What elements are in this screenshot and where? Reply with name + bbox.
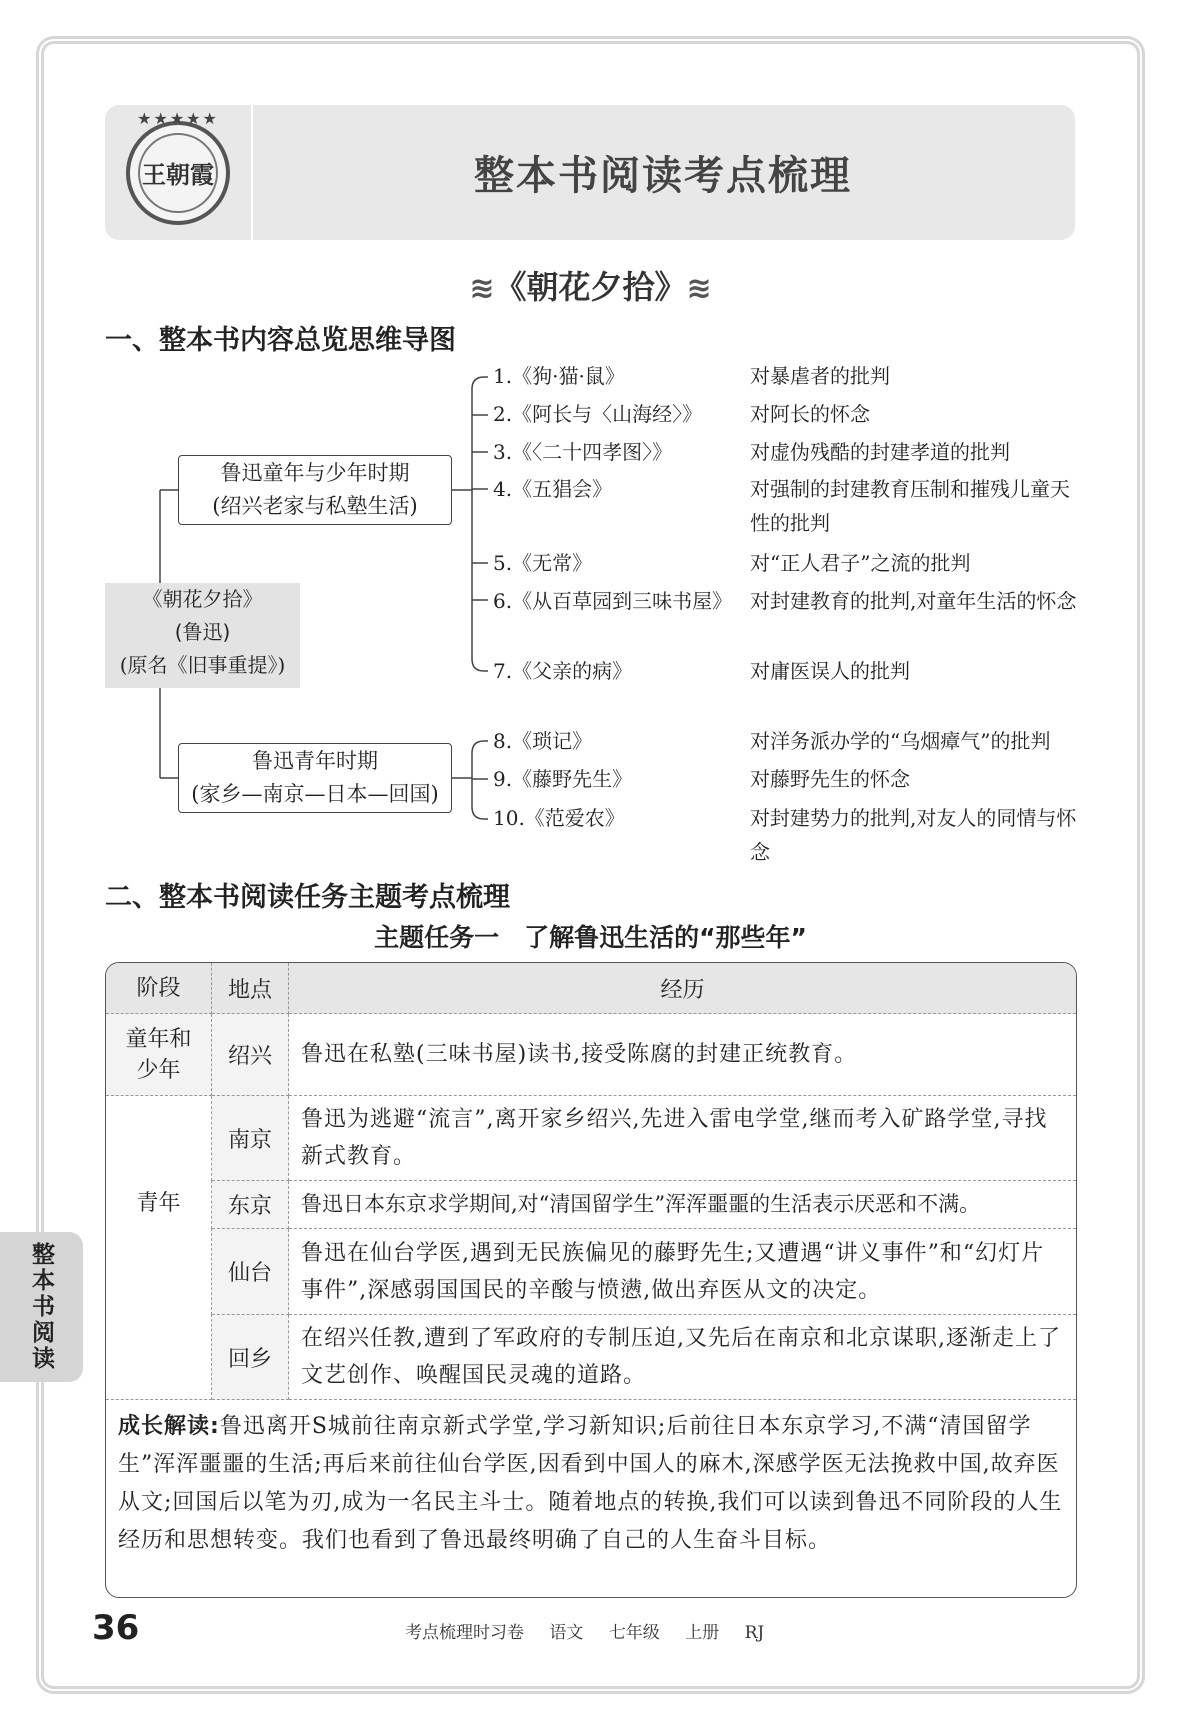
- footer-subject: 语文: [549, 1623, 584, 1643]
- col-header-place: 地点: [212, 963, 289, 1014]
- table-header-row: [106, 963, 1076, 1014]
- table-row: [106, 1315, 1076, 1400]
- summary-cell: [106, 1400, 1076, 1569]
- footer-edition: RJ: [744, 1623, 765, 1643]
- essay-item: 10.《范爱农》: [493, 806, 625, 830]
- stage-cell: 青年: [106, 1096, 212, 1400]
- wave-icon: ≋: [469, 271, 495, 306]
- footer-volume: 上册: [685, 1623, 720, 1643]
- essay-item: 7.《父亲的病》: [493, 659, 633, 683]
- page-number: 36: [92, 1608, 140, 1648]
- experience-cell: 在绍兴任教,遭到了军政府的专制压迫,又先后在南京和北京谋职,逐渐走上了文艺创作、唤醒国民灵魂的道路。: [289, 1315, 1077, 1400]
- experience-cell: 鲁迅为逃避“流言”,离开家乡绍兴,先进入雷电学堂,继而考入矿路学堂,寻找新式教育。: [289, 1096, 1077, 1181]
- essay-theme: 对洋务派办学的“乌烟瘴气”的批判: [750, 729, 1051, 753]
- essay-theme: 对暴虐者的批判: [750, 364, 890, 388]
- header-banner: [105, 105, 1075, 240]
- essay-theme: 对藤野先生的怀念: [750, 767, 910, 791]
- essay-item: 5.《无常》: [493, 551, 593, 575]
- section-heading-2: 二、整本书阅读任务主题考点梳理: [105, 882, 510, 913]
- table-row: [106, 1096, 1076, 1181]
- place-cell: 绍兴: [212, 1014, 289, 1096]
- essay-theme: 对强制的封建教育压制和摧残儿童天性的批判: [750, 477, 1070, 535]
- essay-item: 9.《藤野先生》: [493, 767, 633, 791]
- table-row: [106, 1014, 1076, 1096]
- logo-seal: [126, 108, 230, 225]
- essay-theme: 对封建势力的批判,对友人的同情与怀念: [750, 806, 1077, 864]
- essay-item: 2.《阿长与〈山海经〉》: [493, 402, 703, 426]
- place-cell: 东京: [212, 1181, 289, 1229]
- branch-sublabel: (绍兴老家与私塾生活): [212, 494, 418, 518]
- essay-theme: 对阿长的怀念: [750, 402, 870, 426]
- experience-cell: 鲁迅在私塾(三味书屋)读书,接受陈腐的封建正统教育。: [289, 1014, 1077, 1096]
- essay-theme: 对“正人君子”之流的批判: [750, 551, 971, 575]
- summary-text: 鲁迅离开S城前往南京新式学堂,学习新知识;后前往日本东京学习,不满“清国留学生”浑浑噩噩的生活;再后来前往仙台学医,因看到中国人的麻木,深感学医无法挽救中国,故弃医从文;回国后以笔为刃,成为一名民主斗士。随着地点的转换,我们可以读到鲁迅不同阶段的人生经历和思想转变。我们也看到了鲁迅最终明确了自己的人生奋斗目标。: [118, 1414, 1063, 1553]
- experience-table: [105, 962, 1077, 1598]
- summary-row: [106, 1400, 1076, 1569]
- essay-item: 1.《狗·猫·鼠》: [493, 364, 625, 388]
- table-row: [106, 1229, 1076, 1315]
- branch-label: 鲁迅童年与少年时期: [220, 461, 410, 485]
- book-title: ≋《朝花夕拾》≋: [469, 268, 712, 306]
- place-cell: 南京: [212, 1096, 289, 1181]
- logo-brand: 王朝霞: [142, 160, 214, 189]
- side-tab-label: 整本书阅读: [28, 1242, 54, 1372]
- root-original-name: (原名《旧事重提》): [119, 653, 286, 677]
- footer-info: [405, 1618, 784, 1643]
- essay-item: 8.《琐记》: [493, 729, 593, 753]
- essay-item: 4.《五猖会》: [493, 477, 613, 501]
- branch-label: 鲁迅青年时期: [252, 749, 378, 773]
- essay-theme: 对庸医误人的批判: [750, 659, 910, 683]
- root-author: (鲁迅): [174, 620, 231, 644]
- section-heading-1: 一、整本书内容总览思维导图: [105, 325, 456, 356]
- stars-icon: ★★★★★: [137, 108, 219, 128]
- page-title: 整本书阅读考点梳理: [474, 153, 852, 199]
- logo: [105, 105, 253, 240]
- stage-cell: 童年和少年: [106, 1014, 212, 1096]
- essay-item: 3.《〈二十四孝图〉》: [493, 440, 673, 464]
- experience-cell: 鲁迅在仙台学医,遇到无民族偏见的藤野先生;又遭遇“讲义事件”和“幻灯片事件”,深感弱国国民的辛酸与愤懑,做出弃医从文的决定。: [289, 1229, 1077, 1315]
- footer-series: 考点梳理时习卷: [405, 1623, 524, 1643]
- essay-item: 6.《从百草园到三味书屋》: [493, 589, 733, 613]
- place-cell: 仙台: [212, 1229, 289, 1315]
- root-title: 《朝花夕拾》: [142, 587, 263, 611]
- table-row: [106, 1181, 1076, 1229]
- col-header-stage: 阶段: [106, 963, 212, 1014]
- place-cell: 回乡: [212, 1315, 289, 1400]
- essay-theme: 对封建教育的批判,对童年生活的怀念: [750, 589, 1077, 613]
- footer-grade: 七年级: [608, 1623, 660, 1643]
- summary-label: 成长解读:: [118, 1414, 220, 1439]
- side-tab: [0, 1232, 83, 1382]
- branch-sublabel: (家乡—南京—日本—回国): [191, 782, 439, 806]
- essay-theme: 对虚伪残酷的封建孝道的批判: [750, 440, 1010, 464]
- wave-icon: ≋: [686, 271, 712, 306]
- task-title: 主题任务一 了解鲁迅生活的“那些年”: [374, 923, 807, 952]
- experience-cell: 鲁迅日本东京求学期间,对“清国留学生”浑浑噩噩的生活表示厌恶和不满。: [289, 1181, 1077, 1229]
- col-header-experience: 经历: [289, 963, 1077, 1014]
